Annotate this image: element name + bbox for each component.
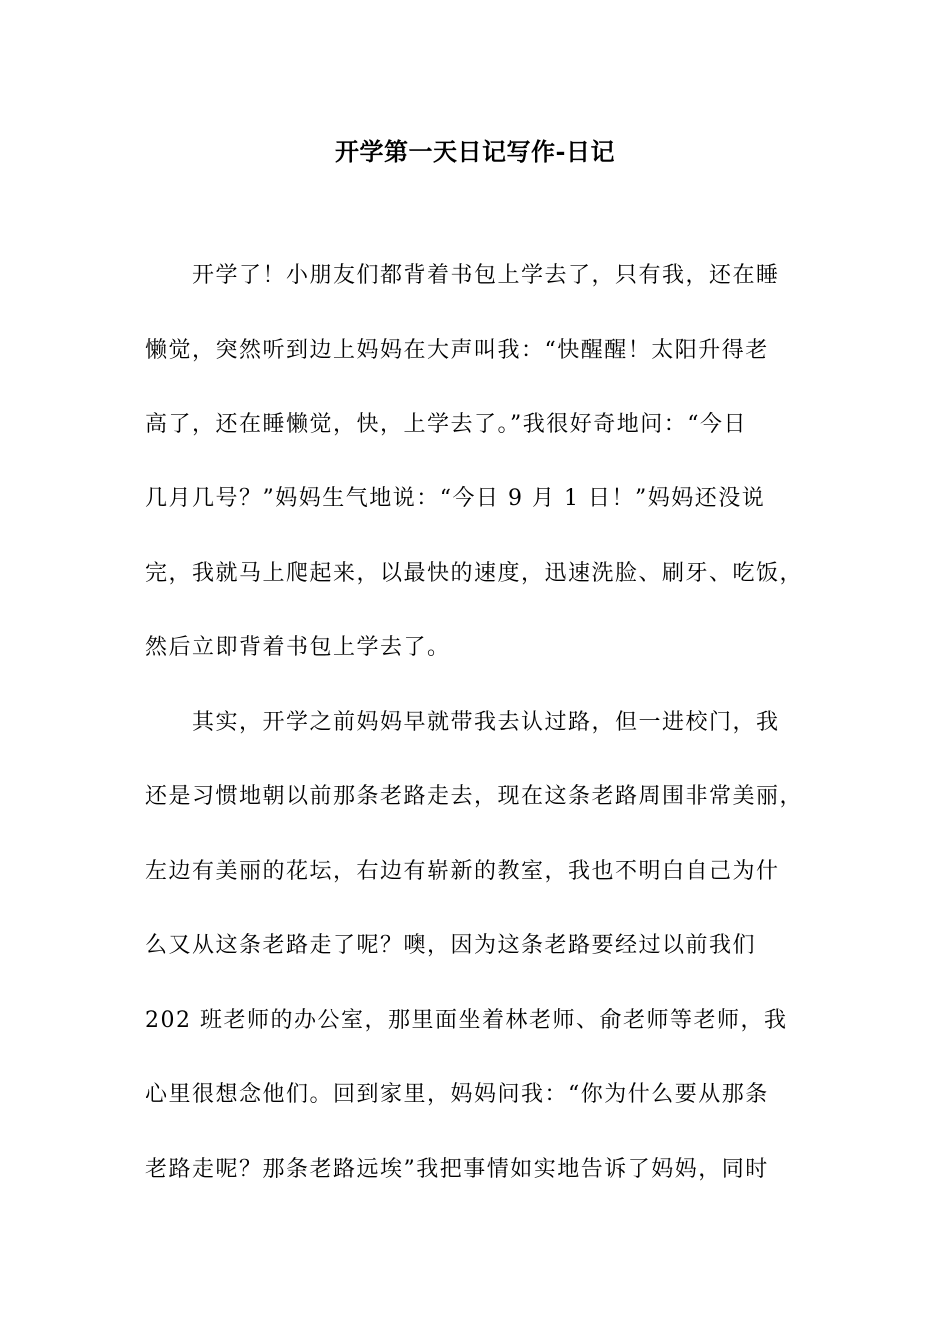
paragraph-2-line-3: 左边有美丽的花坛，右边有崭新的教室，我也不明白自己为什: [145, 859, 780, 884]
paragraph-1-line-6: 然后立即背着书包上学去了。: [145, 635, 451, 660]
paragraph-2-line-6: 心里很想念他们。回到家里，妈妈问我：“你为什么要从那条: [145, 1082, 769, 1107]
paragraph-2-line-5: 202 班老师的办公室，那里面坐着林老师、俞老师等老师，我: [145, 1008, 788, 1033]
paragraph-2-line-1: 其实，开学之前妈妈早就带我去认过路，但一进校门，我: [192, 710, 780, 735]
paragraph-1-line-5: 完，我就马上爬起来，以最快的速度，迅速洗脸、刷牙、吃饭，: [145, 561, 804, 586]
paragraph-1-line-3: 高了，还在睡懒觉，快，上学去了。”我很好奇地问：“今日: [145, 412, 747, 437]
paragraph-1-line-4: 几月几号？”妈妈生气地说：“今日 9 月 1 日！”妈妈还没说: [145, 486, 766, 511]
document-title: 开学第一天日记写作-日记: [335, 137, 615, 166]
paragraph-2-line-4: 么又从这条老路走了呢？噢，因为这条老路要经过以前我们: [145, 933, 757, 958]
paragraph-1-line-1: 开学了！小朋友们都背着书包上学去了，只有我，还在睡: [192, 263, 780, 288]
paragraph-1-line-2: 懒觉，突然听到边上妈妈在大声叫我：“快醒醒！太阳升得老: [145, 338, 769, 363]
paragraph-2-line-7: 老路走呢？那条老路远埃”我把事情如实地告诉了妈妈，同时: [145, 1157, 769, 1182]
paragraph-2-line-2: 还是习惯地朝以前那条老路走去，现在这条老路周围非常美丽，: [145, 784, 804, 809]
